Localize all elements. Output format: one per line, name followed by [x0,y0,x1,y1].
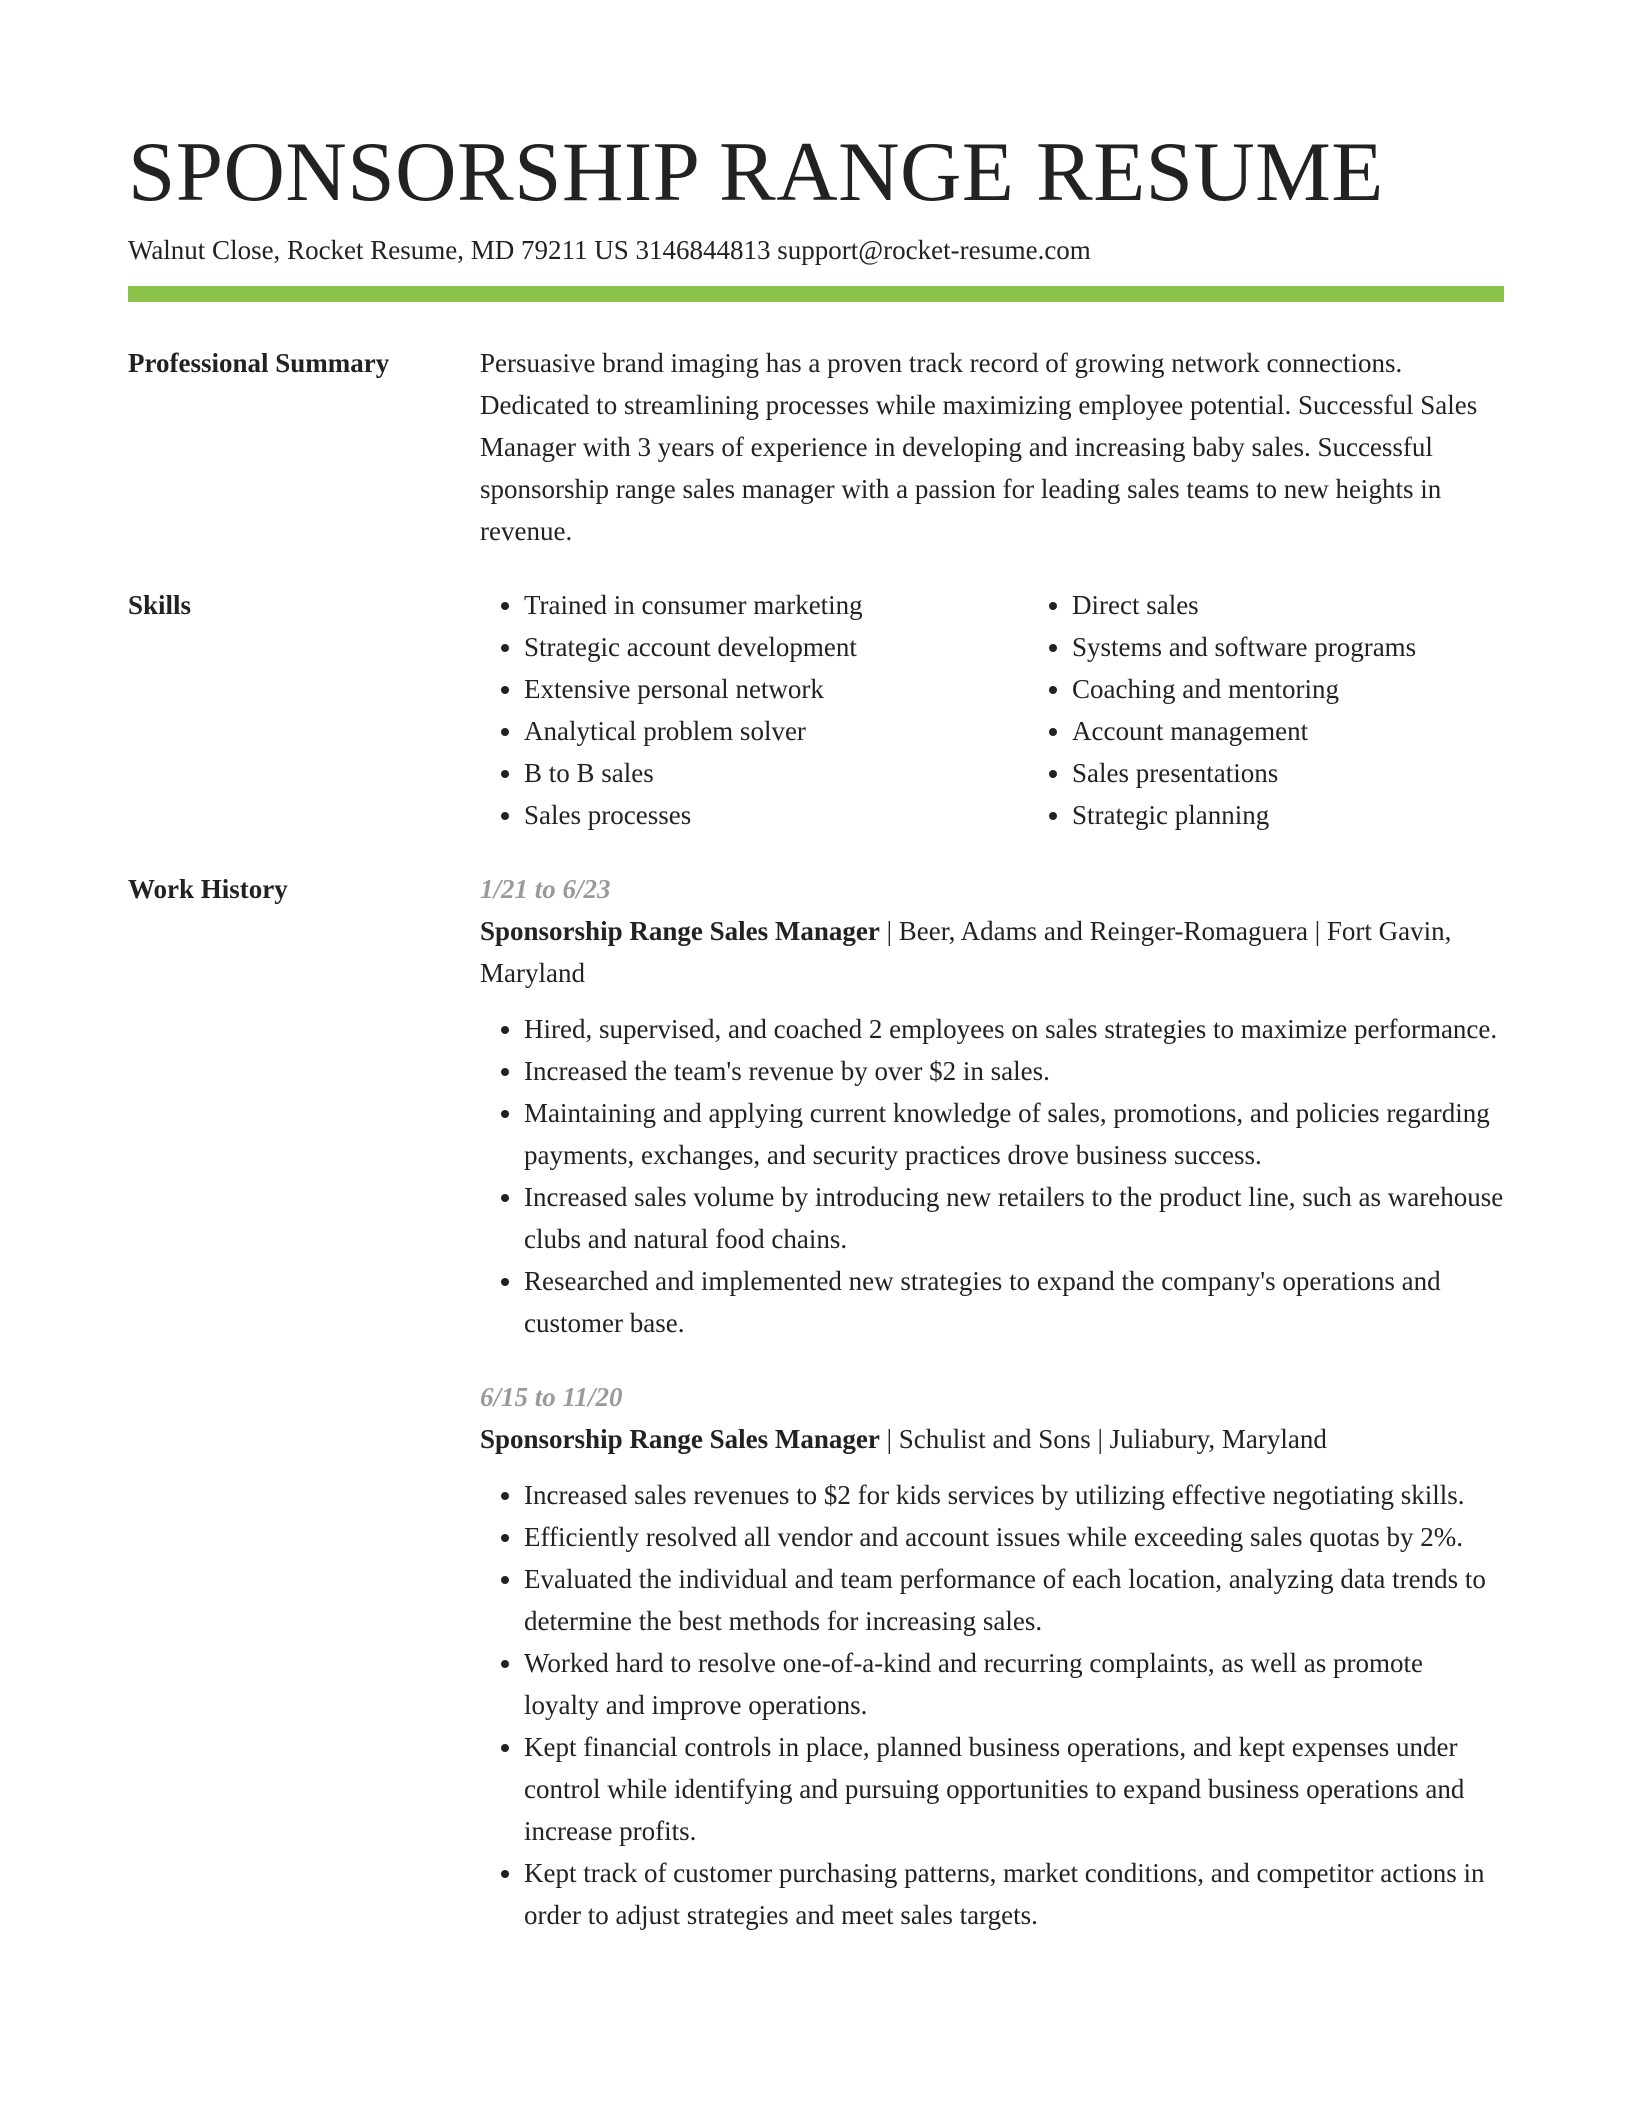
job-bullet: • Efficiently resolved all vendor and account issues while exceeding sales quotas by 2%. [524,1516,1504,1558]
job-title: Sponsorship Range Sales Manager [480,916,880,946]
skill-item: • B to B sales [524,752,1028,794]
skills-list [480,584,1576,836]
job-heading [480,1418,1504,1460]
skill-item: • Trained in consumer marketing [524,584,1028,626]
skill-item: • Sales processes [524,794,1028,836]
skill-item: • Sales presentations [1072,752,1576,794]
skills-section [128,584,1504,836]
job-details: | Beer, Adams and Reinger-Romaguera | Fort Gavin, Maryland [480,916,1452,988]
summary-section [128,342,1504,552]
skill-item: • Extensive personal network [524,668,1028,710]
skill-item: • Account management [1072,710,1576,752]
skill-item: • Coaching and mentoring [1072,668,1576,710]
contact-line: Walnut Close, Rocket Resume, MD 79211 US 3146844813 support@rocket-resume.com [128,235,1091,265]
work-history-heading: Work History [128,874,288,904]
job-details: | Schulist and Sons | Juliabury, Maryland [879,1424,1327,1454]
work-history-section [128,868,1504,1936]
skills-column-right [1028,584,1576,836]
skill-item: • Direct sales [1072,584,1576,626]
job-heading [480,910,1504,994]
resume-page [128,0,1504,1936]
resume-title: SPONSORSHIP RANGE RESUME [128,125,1384,219]
skill-item: • Analytical problem solver [524,710,1028,752]
summary-text: Persuasive brand imaging has a proven track record of growing network connections. Dedicated to streamlining processes while maximizing employee potential. Successful Sales Manager with 3 years of experience in developing and increasing baby sales. Successful sponsorship range sales manager with a passion for leading sales teams to new heights in revenue. [480,348,1478,546]
job-bullet: • Kept financial controls in place, planned business operations, and kept expenses under control while identifying and pursuing opportunities to expand business operations and increase profits. [524,1726,1504,1852]
job-bullet: • Worked hard to resolve one-of-a-kind and recurring complaints, as well as promote loyalty and improve operations. [524,1642,1504,1726]
job-bullet: • Evaluated the individual and team performance of each location, analyzing data trends to determine the best methods for increasing sales. [524,1558,1504,1642]
skills-column-left [480,584,1028,836]
job-bullet: • Maintaining and applying current knowledge of sales, promotions, and policies regarding payments, exchanges, and security practices drove business success. [524,1092,1504,1176]
work-history-body [480,868,1504,1936]
header-divider [128,286,1504,302]
job-bullets [480,1474,1504,1936]
job-bullets [480,1008,1504,1344]
skill-item: • Systems and software programs [1072,626,1576,668]
job-bullet: • Increased the team's revenue by over $2 in sales. [524,1050,1504,1092]
job-bullet: • Hired, supervised, and coached 2 employees on sales strategies to maximize performance. [524,1008,1504,1050]
job-bullet: • Increased sales revenues to $2 for kids services by utilizing effective negotiating skills. [524,1474,1504,1516]
job-dates: 6/15 to 11/20 [480,1382,623,1412]
job-dates: 1/21 to 6/23 [480,874,611,904]
job-bullet: • Kept track of customer purchasing patterns, market conditions, and competitor actions in order to adjust strategies and meet sales targets. [524,1852,1504,1936]
job-entry [480,1376,1504,1936]
job-bullet: • Researched and implemented new strategies to expand the company's operations and customer base. [524,1260,1504,1344]
skills-heading: Skills [128,590,192,620]
skill-item: • Strategic account development [524,626,1028,668]
job-bullet: • Increased sales volume by introducing new retailers to the product line, such as warehouse clubs and natural food chains. [524,1176,1504,1260]
summary-heading: Professional Summary [128,348,390,378]
job-title: Sponsorship Range Sales Manager [480,1424,880,1454]
skill-item: • Strategic planning [1072,794,1576,836]
job-entry [480,868,1504,1344]
